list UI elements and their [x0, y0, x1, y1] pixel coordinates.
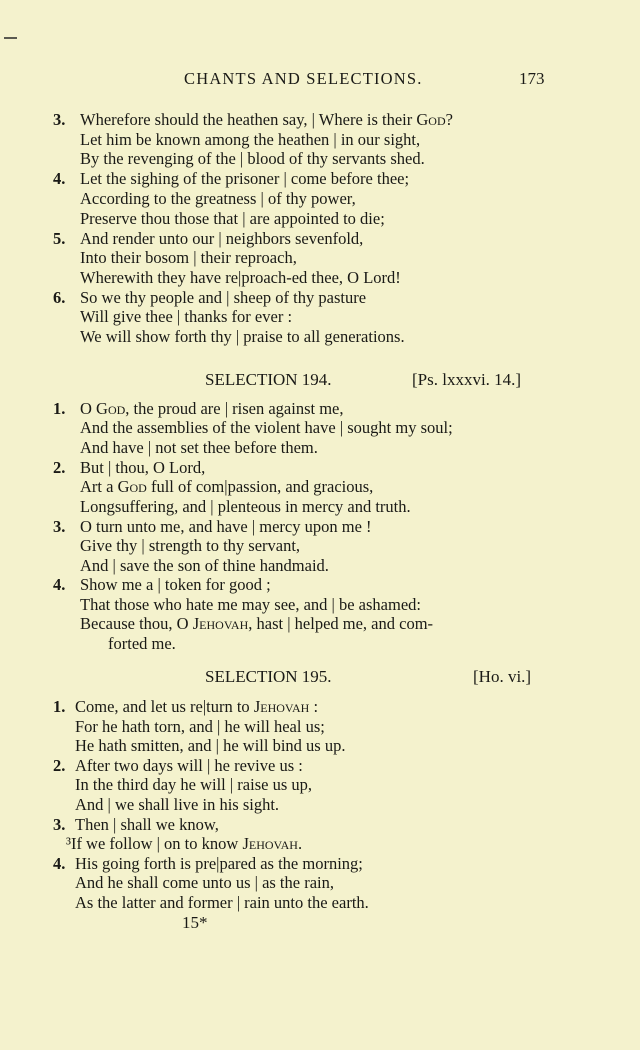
verse-number: 4. [53, 169, 66, 188]
verse-number: 1. [53, 399, 66, 418]
verse-line: He hath smitten, and | he will bind us up. [75, 736, 346, 755]
verse-line [80, 614, 433, 634]
verse-number: 3. [53, 815, 66, 834]
verse-text: O [80, 399, 97, 418]
verse-line [66, 834, 302, 854]
selection-195-heading [0, 667, 640, 689]
divine-name: Jehovah [242, 834, 298, 853]
verse-text: , the proud are | risen against me, [125, 399, 344, 418]
verse-line: His going forth is pre|pared as the morning; [75, 854, 363, 873]
verse-line: forted me. [108, 634, 176, 653]
scripture-reference: [Ps. lxxxvi. 14.] [412, 370, 522, 389]
verse-line: And the assemblies of the violent have | sought my soul; [80, 418, 453, 437]
verse-line-text: Wherefore should the heathen say, | Where is their [80, 110, 413, 129]
verse-number: 4. [53, 854, 66, 873]
verse-line [80, 477, 373, 497]
verse-number: 2. [53, 756, 66, 775]
verse-line: After two days will | he revive us : [75, 756, 303, 775]
verse-number: 6. [53, 288, 66, 307]
verse-line: And | save the son of thine handmaid. [80, 556, 329, 575]
verse-line: Into their bosom | their reproach, [80, 248, 297, 267]
scripture-reference: [Ho. vi.] [473, 667, 532, 686]
verse-line: We will show forth thy | praise to all generations. [80, 327, 405, 346]
verse-line: In the third day he will | raise us up, [75, 775, 313, 794]
verse-line: Will give thee | thanks for ever : [80, 307, 293, 326]
verse-text: full of com|passion, and gracious, [146, 477, 374, 496]
verse-line [80, 110, 453, 130]
verse-line: And he shall come unto us | as the rain, [75, 873, 334, 892]
verse-number: 5. [53, 229, 66, 248]
verse-text: Because thou, O [80, 614, 193, 633]
running-title: CHANTS AND SELECTIONS. [184, 69, 423, 88]
verse-line: And have | not set thee before them. [80, 438, 318, 457]
page-number: 173 [519, 69, 545, 88]
verse-number: 4. [53, 575, 66, 594]
verse-line: O turn unto me, and have | mercy upon me ! [80, 517, 372, 536]
verse-line: Wherewith they have re|proach-ed thee, O Lord! [80, 268, 401, 287]
verse-text: , hast | helped me, and com- [248, 614, 434, 633]
verse-text: : [309, 697, 319, 716]
verse-line: As the latter and former | rain unto the earth. [75, 893, 369, 912]
verse-line: Let the sighing of the prisoner | come before thee; [80, 169, 410, 188]
verse-line: And render unto our | neighbors sevenfold, [80, 229, 364, 248]
verse-number: 3. [53, 110, 66, 129]
margin-mark [4, 37, 17, 39]
verse-text: Art a [80, 477, 118, 496]
verse-line: Preserve thou those that | are appointed to die; [80, 209, 385, 228]
selection-title: SELECTION 194. [205, 370, 332, 389]
selection-194-heading [0, 370, 640, 392]
verse-line: And | we shall live in his sight. [75, 795, 280, 814]
verse-line: For he hath torn, and | he will heal us; [75, 717, 325, 736]
verse-text: ³If we follow | on to know [66, 834, 243, 853]
verse-line: But | thou, O Lord, [80, 458, 206, 477]
verse-line: Longsuffering, and | plenteous in mercy and truth. [80, 497, 411, 516]
verse-number: 2. [53, 458, 66, 477]
verse-line: Show me a | token for good ; [80, 575, 271, 594]
verse-line: Give thy | strength to thy servant, [80, 536, 301, 555]
verse-line: Then | shall we know, [75, 815, 219, 834]
verse-line: According to the greatness | of thy power, [80, 189, 356, 208]
verse-number: 3. [53, 517, 66, 536]
verse-number: 1. [53, 697, 66, 716]
divine-name: God [96, 399, 126, 418]
signature-mark: 15* [182, 913, 208, 932]
verse-line: By the revenging of the | blood of thy servants shed. [80, 149, 425, 168]
divine-name: Jehovah [192, 614, 249, 633]
verse-line: That those who hate me may see, and | be ashamed: [80, 595, 421, 614]
verse-line: So we thy people and | sheep of thy pasture [80, 288, 367, 307]
divine-name: God [416, 110, 446, 129]
selection-title: SELECTION 195. [205, 667, 332, 686]
verse-line [75, 697, 318, 717]
divine-name: Jehovah [253, 697, 310, 716]
page-header [0, 69, 640, 93]
punctuation: ? [445, 110, 453, 129]
verse-text: . [297, 834, 303, 853]
verse-line: Let him be known among the heathen | in our sight, [80, 130, 421, 149]
divine-name: God [117, 477, 147, 496]
verse-text: Come, and let us re|turn to [75, 697, 254, 716]
verse-line [80, 399, 344, 419]
